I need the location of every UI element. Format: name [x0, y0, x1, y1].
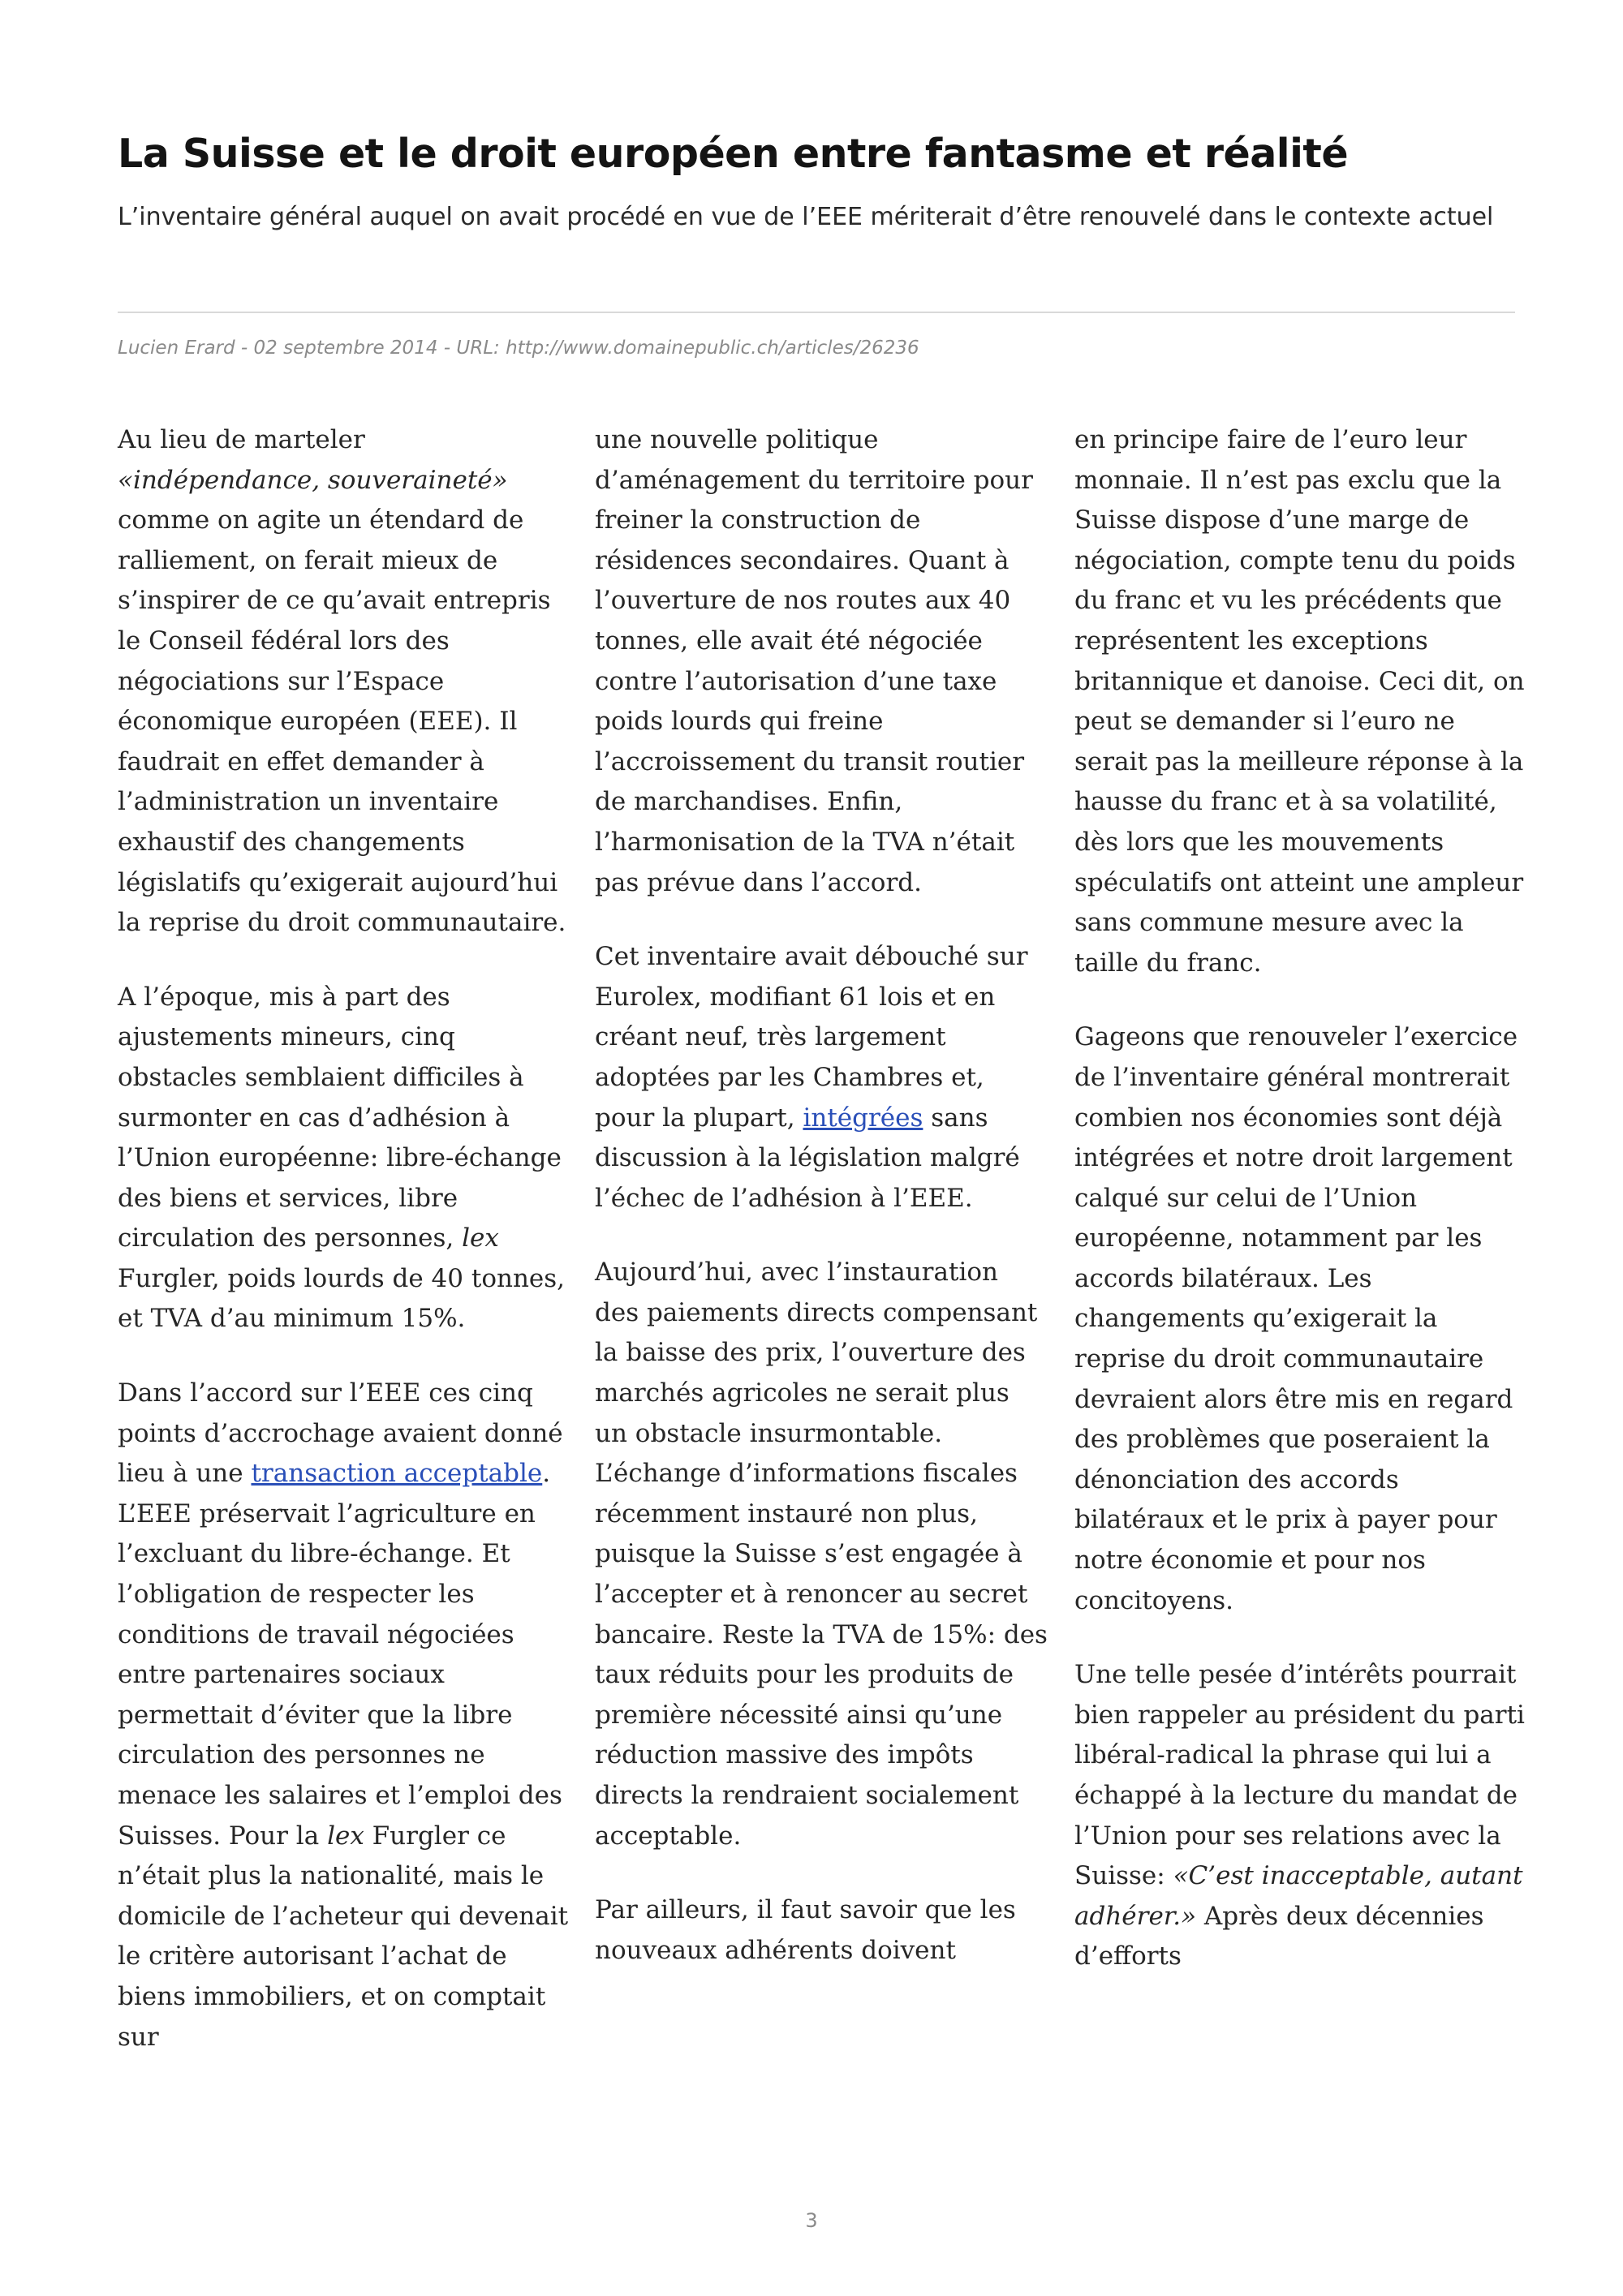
text-run: comme on agite un étendard de ralliement, on ferait mieux de s’inspirer de ce qu’avait entrepris le Conseil fédéral lors des négociations sur l’Espace économique européen (EEE). Il faudrait en effet demander à l’administration un inventaire exhaustif des changements législatifs qu’exigerait aujourd’hui la reprise du droit communautaire. — [118, 505, 566, 938]
text-run: Furgler ce n’était plus la nationalité, mais le domicile de l’acheteur qui devenait le critère autorisant l’achat de biens immobiliers, et on comptait sur — [118, 1821, 569, 2052]
transaction-acceptable-link[interactable]: transaction acceptable — [251, 1459, 543, 1489]
text-run: Cet inventaire avait débouché sur Eurolex, modifiant 61 lois et en créant neuf, très largement adoptées par les Chambres et, pour la plupart, — [595, 942, 1028, 1133]
text-run: A l’époque, mis à part des ajustements mineurs, cinq obstacles semblaient difficiles à surmonter en cas d’adhésion à l’Union européenne: libre-échange des biens et services, libre circulation des personnes, — [118, 982, 562, 1253]
paragraph: une nouvelle politique d’aménagement du territoire pour freiner la construction de résidences secondaires. Quant à l’ouverture de nos routes aux 40 tonnes, elle avait été négociée contre l’autorisation d’une taxe poids lourds qui freine l’accroissement du transit routier de marchandises. Enfin, l’harmonisation de la TVA n’était pas prévue dans l’accord. — [595, 425, 1033, 897]
text-run: Après deux décennies d’efforts — [1074, 1901, 1484, 1971]
emphasis-text: «C’est inacceptable, autant adhérer.» — [1074, 1861, 1523, 1931]
paragraph — [118, 420, 572, 944]
emphasis-text: «indépendance, souveraineté» — [118, 465, 508, 495]
text-run: Au lieu de marteler — [118, 425, 365, 454]
paragraph — [1074, 1655, 1529, 1977]
text-column-3 — [1074, 420, 1529, 1977]
text-run: Dans l’accord sur l’EEE ces cinq points d’accrochage avaient donné lieu à une — [118, 1378, 563, 1489]
emphasis-text: lex — [462, 1223, 499, 1253]
text-run: . L’EEE préservait l’agriculture en l’excluant du libre-échange. Et l’obligation de respecter les conditions de travail négociées entre partenaires sociaux permettait d’éviter que la libre circulation des personnes ne menace les salaires et l’emploi des Suisses. Pour la — [118, 1459, 562, 1851]
text-run: sans discussion à la législation malgré l’échec de l’adhésion à l’EEE. — [595, 1103, 1020, 1213]
text-run: Une telle pesée d’intérêts pourrait bien rappeler au président du parti libéral-radical la phrase qui lui a échappé à la lecture du mandat de l’Union pour ses relations avec la Suisse: — [1074, 1660, 1525, 1891]
paragraph — [118, 978, 572, 1339]
article-title: La Suisse et le droit européen entre fantasme et réalité — [118, 131, 1349, 177]
article-subtitle: L’inventaire général auquel on avait procédé en vue de l’EEE mériterait d’être renouvelé dans le contexte actuel — [118, 203, 1494, 231]
text-column-1 — [118, 420, 572, 2057]
header-divider — [118, 312, 1515, 313]
integrees-link[interactable]: intégrées — [803, 1103, 923, 1133]
emphasis-text: lex — [327, 1821, 364, 1851]
paragraph: Gageons que renouveler l’exercice de l’inventaire général montrerait combien nos économies sont déjà intégrées et notre droit largement calqué sur celui de l’Union européenne, notamment par les accords bilatéraux. Les changements qu’exigerait la reprise du droit communautaire devraient alors être mis en regard des problèmes que poseraient la dénonciation des accords bilatéraux et le prix à payer pour notre économie et pour nos concitoyens. — [1074, 1022, 1518, 1615]
paragraph: Par ailleurs, il faut savoir que les nouveaux adhérents doivent — [595, 1895, 1016, 1965]
page-number: 3 — [805, 2209, 818, 2232]
paragraph: Aujourd’hui, avec l’instauration des paiements directs compensant la baisse des prix, l’ouverture des marchés agricoles ne serait plus un obstacle insurmontable. L’échange d’informations fiscales récemment instauré non plus, puisque la Suisse s’est engagée à l’accepter et à renoncer au secret bancaire. Reste la TVA de 15%: des taux réduits pour les produits de première nécessité ainsi qu’une réduction massive des impôts directs la rendraient socialement acceptable. — [595, 1258, 1048, 1851]
paragraph — [118, 1374, 572, 2057]
paragraph: en principe faire de l’euro leur monnaie. Il n’est pas exclu que la Suisse dispose d’une marge de négociation, compte tenu du poids du franc et vu les précédents que représentent les exceptions britannique et danoise. Ceci dit, on peut se demander si l’euro ne serait pas la meilleure réponse à la hausse du franc et à sa volatilité, dès lors que les mouvements spéculatifs ont atteint une ampleur sans commune mesure avec la taille du franc. — [1074, 425, 1525, 978]
text-column-2 — [595, 420, 1049, 1971]
paragraph — [595, 937, 1049, 1219]
text-run: Furgler, poids lourds de 40 tonnes, et TVA d’au minimum 15%. — [118, 1263, 566, 1334]
article-byline: Lucien Erard - 02 septembre 2014 - URL: http://www.domainepublic.ch/articles/26236 — [118, 338, 919, 359]
